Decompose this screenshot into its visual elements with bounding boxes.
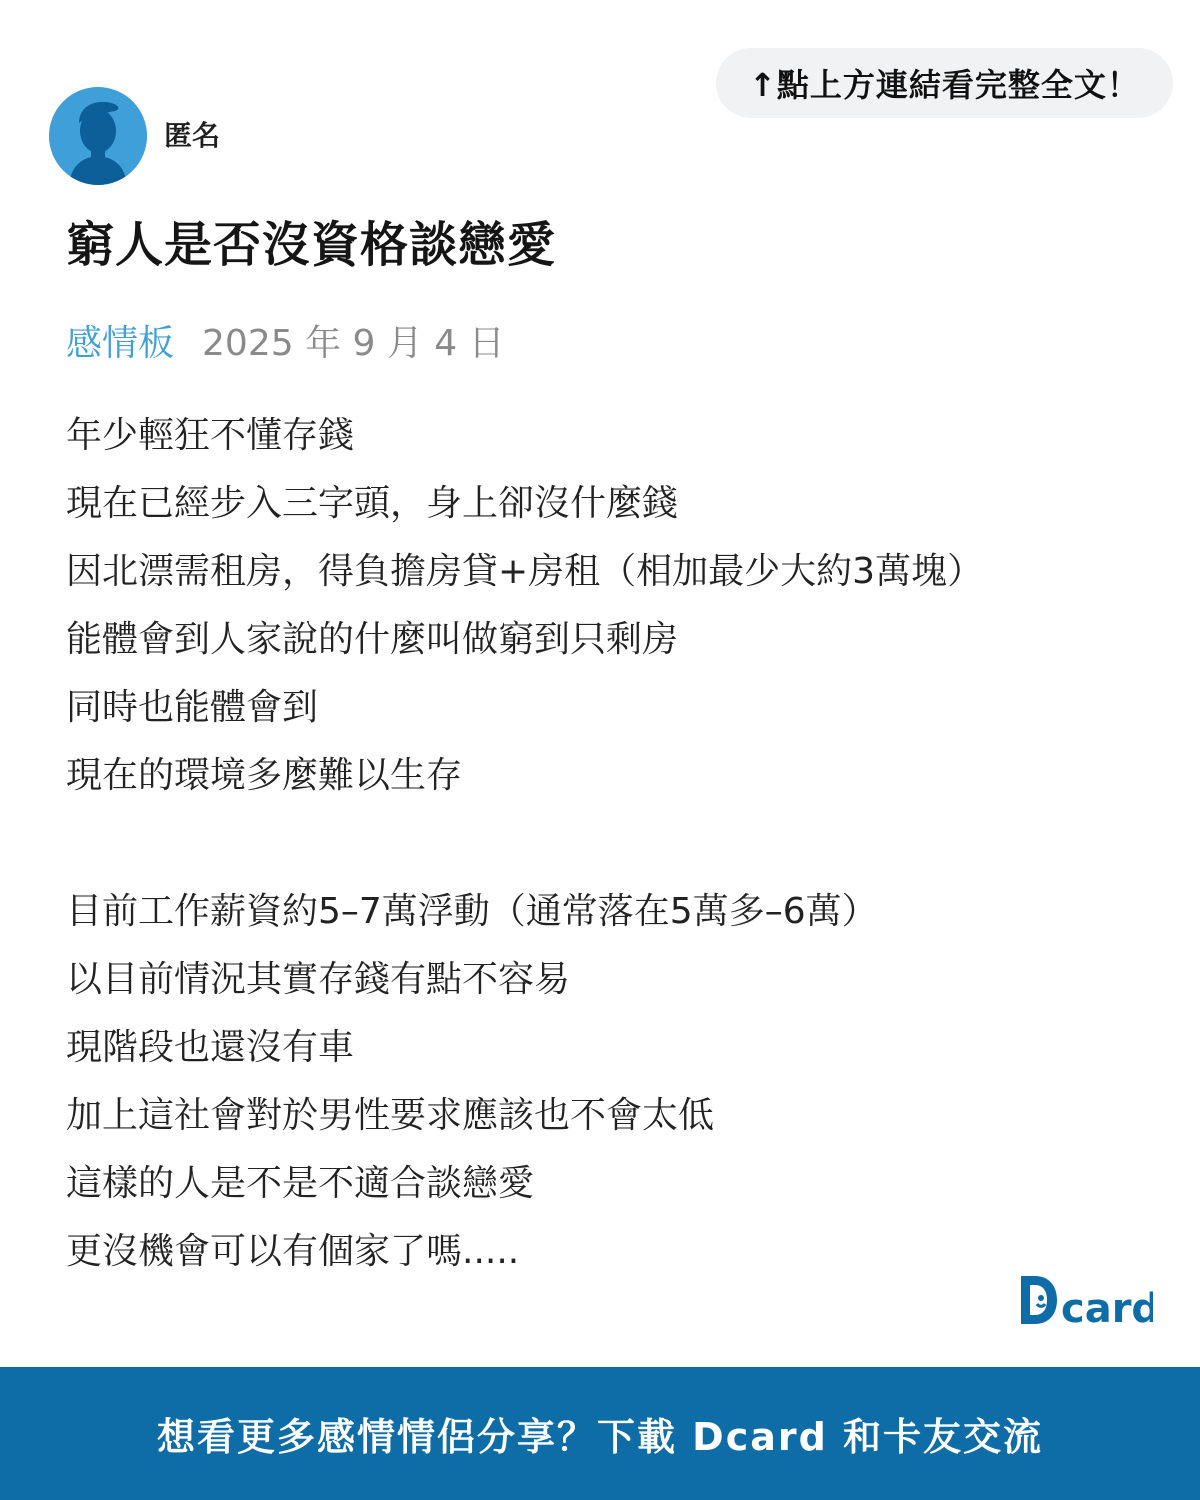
content-line: 現階段也還沒有車 xyxy=(66,1027,355,1068)
anonymous-user-icon xyxy=(49,87,147,185)
board-link[interactable]: 感情板 xyxy=(66,323,175,364)
post-meta xyxy=(66,320,505,368)
paragraph-gap xyxy=(66,810,1146,878)
post-content xyxy=(66,402,1146,1286)
content-line: 因北漂需租房，得負擔房貸+房租（相加最少大約3萬塊） xyxy=(66,551,984,592)
content-line: 更沒機會可以有個家了嗎..... xyxy=(66,1231,520,1272)
avatar xyxy=(49,87,147,185)
download-app-label: 想看更多感情情侶分享？下載 Dcard 和卡友交流 xyxy=(156,1415,1044,1459)
content-line: 現在的環境多麼難以生存 xyxy=(66,755,463,796)
svg-text:card: card xyxy=(1061,1286,1153,1326)
read-full-post-label: ↑點上方連結看完整全文！ xyxy=(749,66,1140,104)
author-name: 匿名 xyxy=(164,119,221,152)
post-title: 窮人是否沒資格談戀愛 xyxy=(66,217,557,273)
content-line: 現在已經步入三字頭，身上卻沒什麼錢 xyxy=(66,483,679,524)
content-line: 以目前情況其實存錢有點不容易 xyxy=(66,959,571,1000)
dcard-logo-icon xyxy=(1019,1272,1153,1326)
content-line: 目前工作薪資約5–7萬浮動（通常落在5萬多–6萬） xyxy=(66,891,878,932)
dcard-logo xyxy=(1019,1272,1153,1326)
content-line: 同時也能體會到 xyxy=(66,687,319,728)
download-app-banner[interactable] xyxy=(0,1367,1200,1500)
content-line: 這樣的人是不是不適合談戀愛 xyxy=(66,1163,535,1204)
read-full-post-link[interactable] xyxy=(716,48,1173,118)
content-line: 年少輕狂不懂存錢 xyxy=(66,415,355,456)
post-date: 2025 年 9 月 4 日 xyxy=(202,323,505,364)
content-line: 能體會到人家說的什麼叫做窮到只剩房 xyxy=(66,619,679,660)
content-line: 加上這社會對於男性要求應該也不會太低 xyxy=(66,1095,715,1136)
